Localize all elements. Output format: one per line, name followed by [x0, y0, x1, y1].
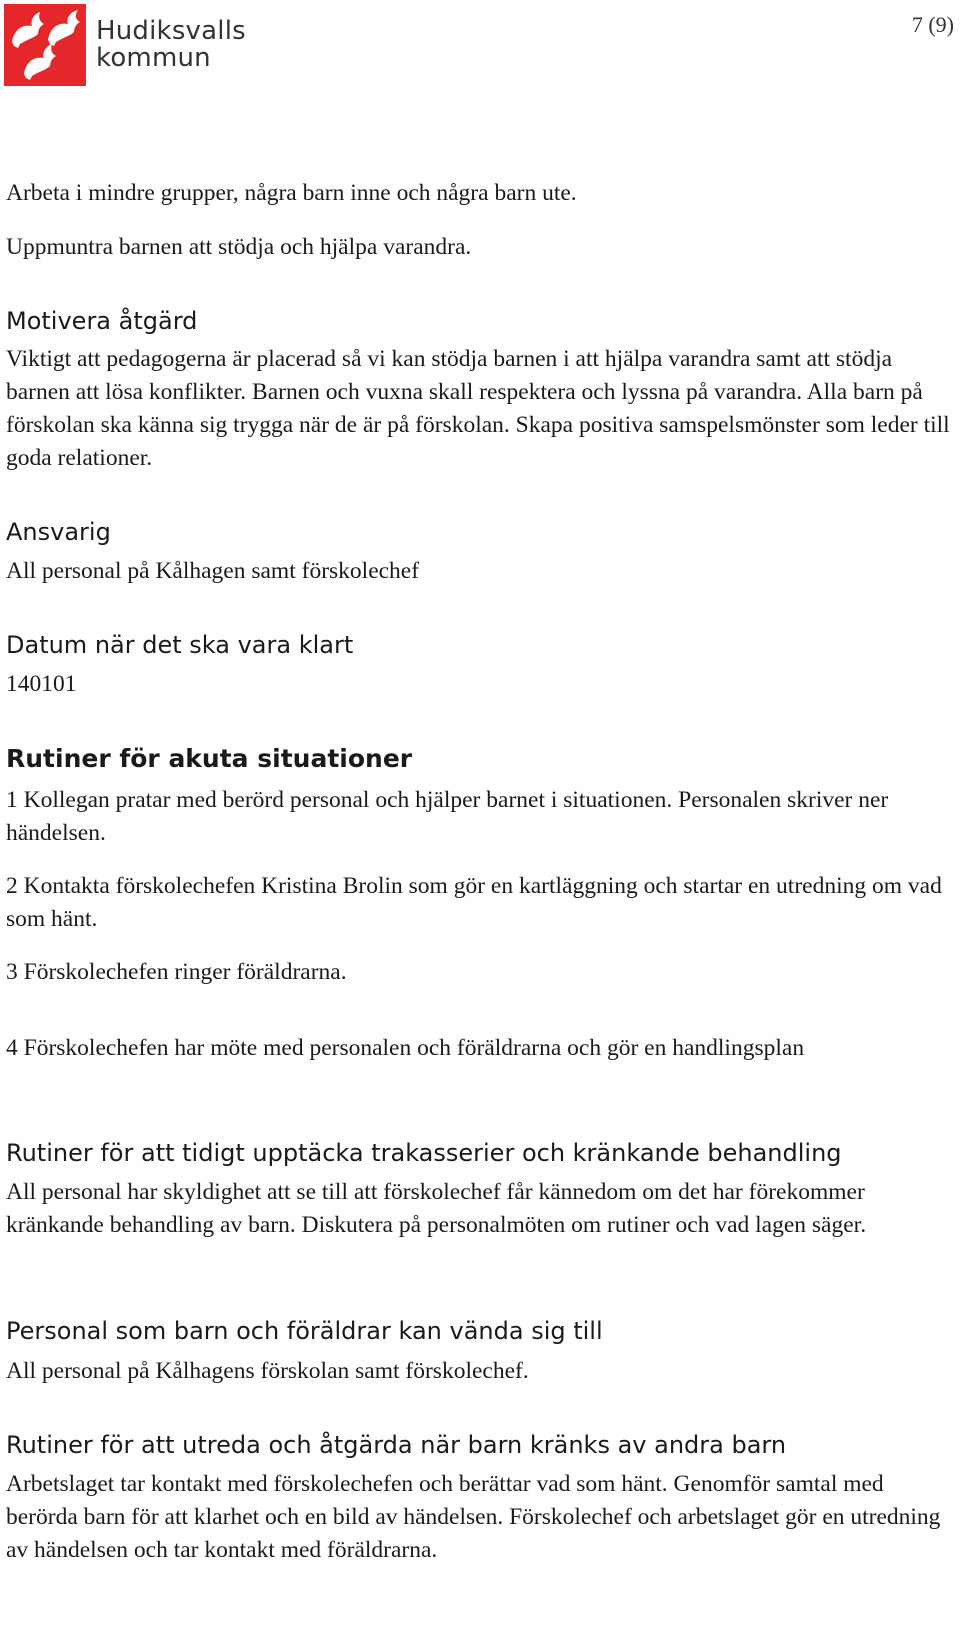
- heading-personal: Personal som barn och föräldrar kan vända sig till: [6, 1317, 603, 1345]
- paragraph-akut-step-1: 1 Kollegan pratar med berörd personal och hjälper barnet i situationen. Personalen skriver ner händelsen.: [6, 787, 889, 846]
- paragraph-personal: All personal på Kålhagens förskolan samt förskolechef.: [6, 1358, 529, 1384]
- paragraph-motivera: Viktigt att pedagogerna är placerad så vi kan stödja barnen i att hjälpa varandra samt att stödja barnen att lösa konflikter. Barnen och vuxna skall respektera och lyssna på varandra. Alla barn på förskolan ska känna sig trygga när de är på förskolan. Skapa positiva samspelsmönster som leder till goda relationer.: [6, 346, 950, 471]
- heading-utreda: Rutiner för att utreda och åtgärda när barn kränks av andra barn: [6, 1431, 787, 1459]
- municipality-logo: [4, 4, 246, 86]
- logo-line-1: Hudiksvalls: [96, 16, 246, 46]
- heading-datum: Datum när det ska vara klart: [6, 631, 354, 659]
- paragraph-datum: 140101: [6, 671, 77, 697]
- goat-emblem-icon: [4, 4, 86, 86]
- paragraph-akut-step-4: 4 Förskolechefen har möte med personalen och föräldrarna och gör en handlingsplan: [6, 1035, 805, 1061]
- logo-line-2: kommun: [96, 43, 211, 73]
- logo-wordmark: [96, 18, 246, 72]
- paragraph-encourage: Uppmuntra barnen att stödja och hjälpa varandra.: [6, 234, 472, 260]
- heading-rutiner-akuta: Rutiner för akuta situationer: [6, 744, 413, 773]
- paragraph-utreda: Arbetslaget tar kontakt med förskolechefen och berättar vad som hänt. Genomför samtal med berörda barn för att klarhet och en bild av händelsen. Förskolechef och arbetslaget gör en utredning av händelsen och tar kontakt med föräldrarna.: [6, 1471, 941, 1563]
- paragraph-groups: Arbeta i mindre grupper, några barn inne och några barn ute.: [6, 180, 577, 206]
- heading-tidigt-upptacka: Rutiner för att tidigt upptäcka trakasserier och kränkande behandling: [6, 1139, 842, 1167]
- heading-ansvarig: Ansvarig: [6, 518, 111, 546]
- page-number: 7 (9): [911, 12, 954, 37]
- paragraph-tidigt-upptacka: All personal har skyldighet att se till att förskolechef får kännedom om det har förekommer kränkande behandling av barn. Diskutera på personalmöten om rutiner och vad lagen säger.: [6, 1179, 867, 1238]
- heading-motivera: Motivera åtgärd: [6, 307, 198, 335]
- paragraph-ansvarig: All personal på Kålhagen samt förskolechef: [6, 558, 420, 584]
- paragraph-akut-step-3: 3 Förskolechefen ringer föräldrarna.: [6, 959, 347, 985]
- paragraph-akut-step-2: 2 Kontakta förskolechefen Kristina Brolin som gör en kartläggning och startar en utredning om vad som hänt.: [6, 873, 942, 932]
